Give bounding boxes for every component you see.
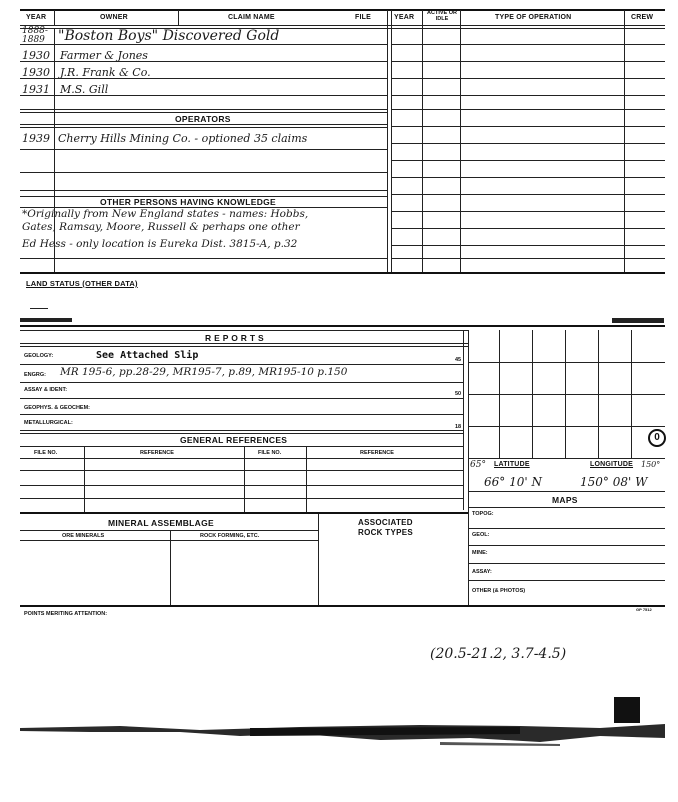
rock-forming-label: ROCK FORMING, ETC. — [200, 533, 260, 539]
reports-title: R E P O R T S — [205, 333, 265, 343]
location-circle: 0 — [648, 429, 666, 447]
margin-50: 50 — [455, 391, 462, 397]
header-claim-name: CLAIM NAME — [228, 14, 275, 21]
header-type-of-operation: TYPE OF OPERATION — [495, 14, 572, 21]
owner-year-1: 1888- — [22, 26, 48, 36]
margin-18: 18 — [455, 424, 462, 430]
maps-assay: ASSAY: — [472, 569, 492, 575]
owner-year-1b: 1889 — [22, 35, 45, 45]
gr-file-no-2: FILE NO. — [258, 450, 282, 456]
longitude-label: LONGITUDE — [590, 461, 634, 468]
owner-year-4: 1931 — [22, 83, 50, 96]
bottom-note: (20.5-21.2, 3.7-4.5) — [430, 646, 567, 662]
other-persons-line-3: Ed Hess - only location is Eureka Dist. 3815-A, p.32 — [22, 238, 298, 250]
operators-label: OPERATORS — [175, 114, 231, 124]
header-year: YEAR — [26, 14, 47, 21]
points-meriting-label: POINTS MERITING ATTENTION: — [24, 611, 108, 617]
header-active-or-idle: ACTIVE OR IDLE — [427, 10, 457, 22]
scan-edge-smudge — [0, 712, 678, 752]
operator-year-1: 1939 — [22, 132, 50, 145]
margin-45: 45 — [455, 357, 462, 363]
engrg-label: ENGRG: — [24, 372, 46, 378]
owner-year-3: 1930 — [22, 66, 50, 79]
geology-value: See Attached Slip — [96, 350, 199, 361]
long-suffix: 150° — [641, 460, 661, 469]
metallurgical-label: METALLURGICAL: — [24, 420, 73, 426]
other-persons-line-2: Gates, Ramsay, Moore, Russell & perhaps one other — [22, 221, 300, 233]
maps-mine: MINE: — [472, 550, 488, 556]
maps-topog: TOPOG: — [472, 511, 494, 517]
header-file: FILE — [355, 14, 371, 21]
engrg-value: MR 195-6, pp.28-29, MR195-7, p.89, MR195-10 p.150 — [60, 366, 348, 378]
gr-file-no: FILE NO. — [34, 450, 58, 456]
gr-reference: REFERENCE — [140, 450, 174, 456]
land-status-label: LAND STATUS (OTHER DATA) — [26, 279, 138, 288]
lat-prefix: 65° — [470, 460, 486, 470]
maps-label: MAPS — [552, 495, 578, 505]
geophys-label: GEOPHYS. & GEOCHEM: — [24, 405, 91, 411]
maps-other: OTHER (& PHOTOS) — [472, 588, 526, 594]
header-year-right: YEAR — [394, 14, 415, 21]
latitude-value: 66° 10' N — [484, 475, 542, 489]
maps-geol: GEOL: — [472, 532, 490, 538]
geology-label: GEOLOGY: — [24, 353, 54, 359]
owner-name-1: "Boston Boys" Discovered Gold — [58, 28, 280, 44]
rock-types-label: ROCK TYPES — [358, 528, 414, 537]
general-references-title: GENERAL REFERENCES — [180, 435, 288, 445]
associated-label: ASSOCIATED — [358, 518, 413, 527]
header-crew: CREW — [631, 14, 654, 21]
assay-label: ASSAY & IDENT: — [24, 387, 68, 393]
gr-reference-2: REFERENCE — [360, 450, 394, 456]
owner-name-2: Farmer & Jones — [60, 49, 148, 62]
latitude-label: LATITUDE — [494, 461, 530, 468]
mineral-title: MINERAL ASSEMBLAGE — [108, 518, 214, 528]
owner-year-2: 1930 — [22, 49, 50, 62]
owner-name-3: J.R. Frank & Co. — [60, 66, 151, 79]
form-number: GP 7512 — [636, 607, 652, 612]
smudge-right — [612, 318, 664, 323]
owner-name-4: M.S. Gill — [60, 83, 109, 96]
smudge-left — [20, 318, 72, 322]
header-owner: OWNER — [100, 14, 128, 21]
ore-minerals-label: ORE MINERALS — [62, 533, 105, 539]
operator-name-1: Cherry Hills Mining Co. - optioned 35 claims — [58, 132, 308, 145]
other-persons-label: OTHER PERSONS HAVING KNOWLEDGE — [100, 197, 277, 207]
longitude-value: 150° 08' W — [580, 475, 648, 489]
other-persons-line-1: *Originally from New England states - names: Hobbs, — [22, 208, 309, 220]
